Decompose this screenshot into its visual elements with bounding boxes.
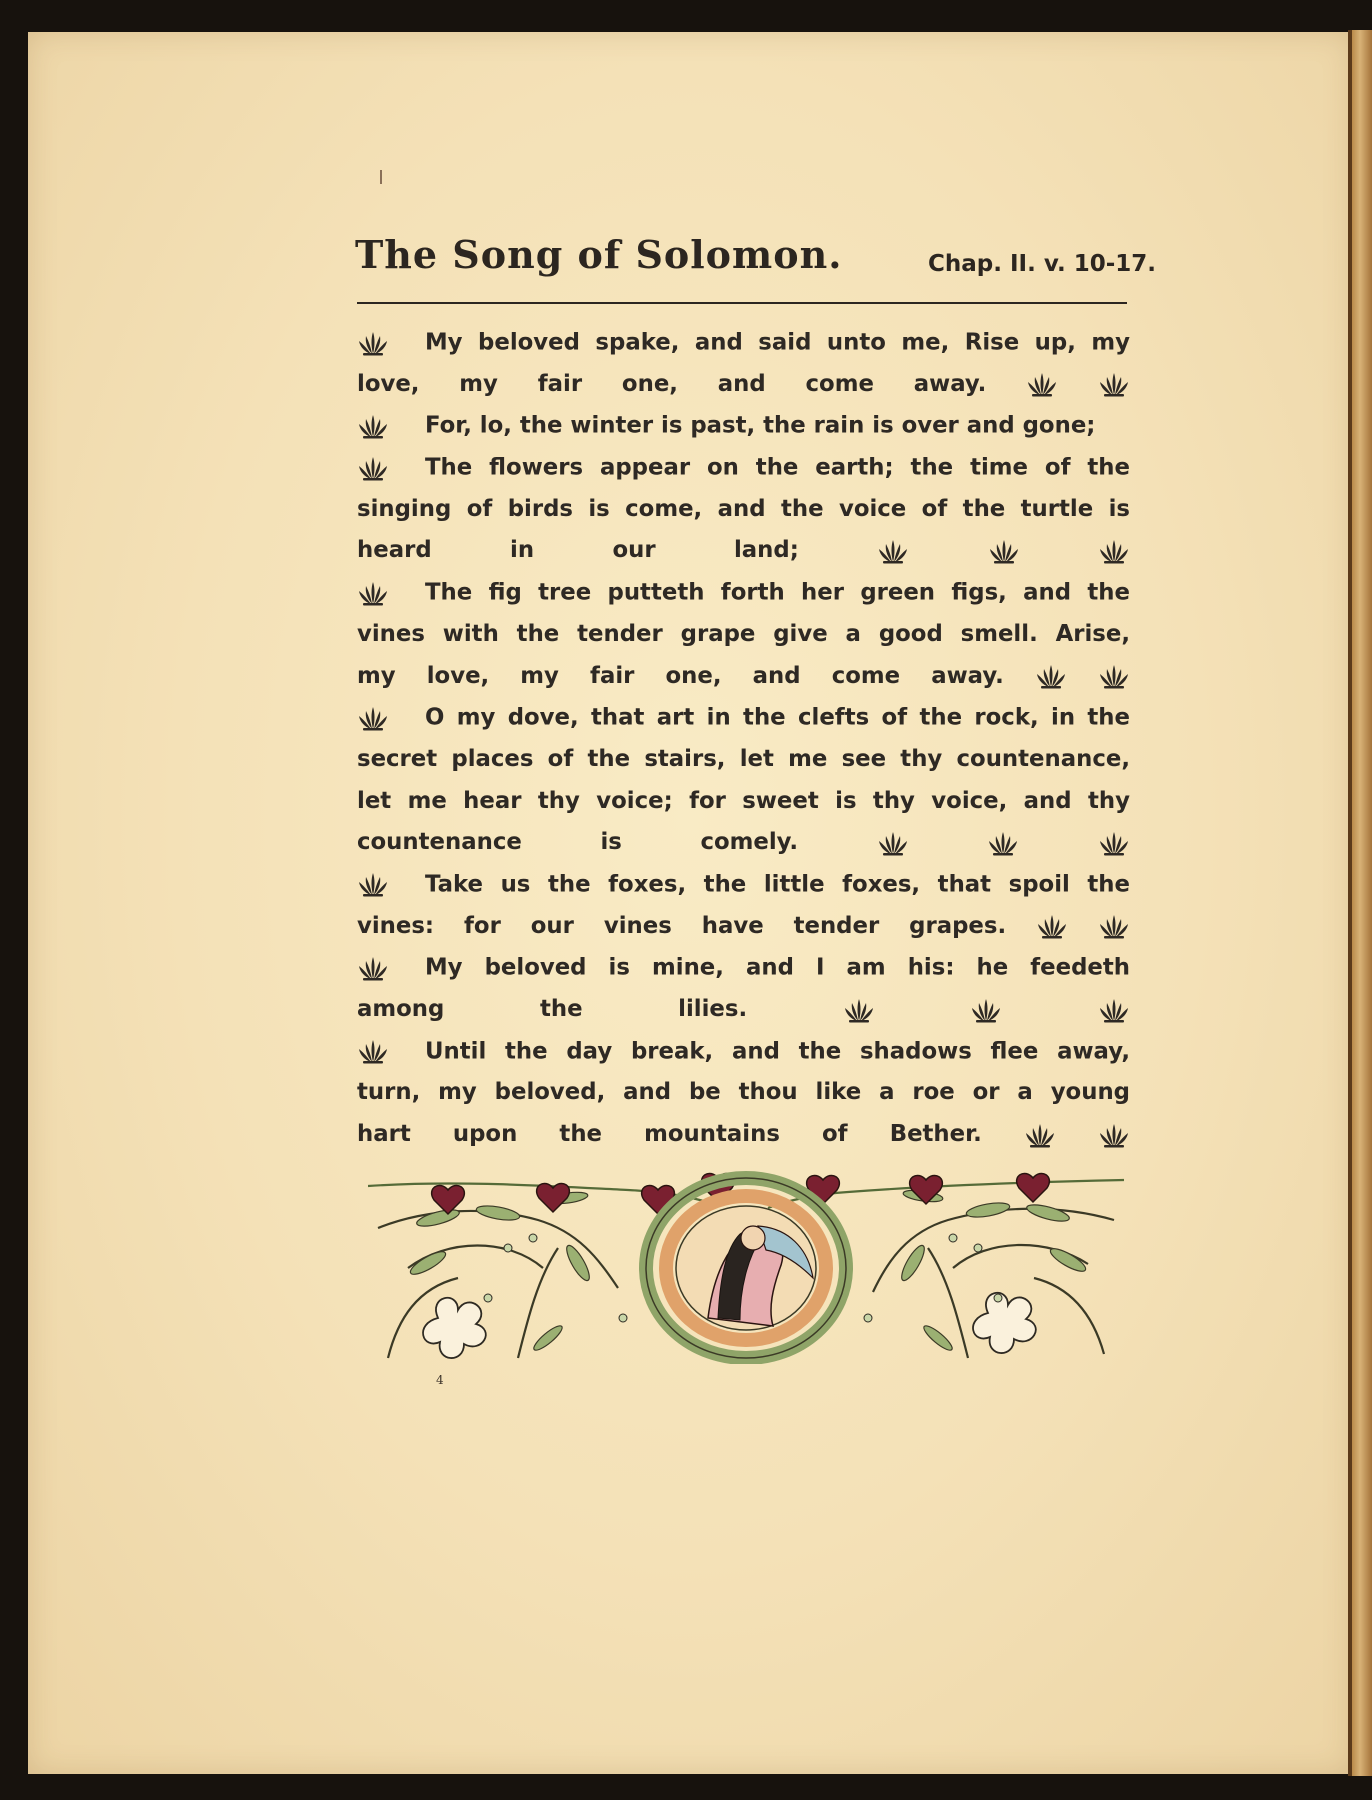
verse-text-run: my love, my fair one, and come away. <box>357 662 1004 689</box>
verse-text-run: hart upon the mountains of Bether. <box>357 1121 982 1148</box>
lily-ornament-icon <box>1098 663 1130 689</box>
verse-line <box>357 864 1130 906</box>
verse-line <box>357 614 1130 656</box>
verse-line <box>357 489 1130 531</box>
verse-text-run: singing of birds is come, and the voice of the turtle is <box>357 495 1130 522</box>
verse-marker <box>357 447 425 489</box>
lily-ornament-icon <box>357 455 389 481</box>
verse-text-run: My beloved spake, and said unto me, Rise up, my <box>425 329 1130 356</box>
lily-ornament-icon <box>988 538 1020 564</box>
verse-text-run: vines: for our vines have tender grapes. <box>357 912 1007 939</box>
verse-text-run: The flowers appear on the earth; the time of the <box>425 454 1130 481</box>
lily-ornament-icon <box>357 955 389 981</box>
verse-text-run: turn, my beloved, and be thou like a roe or a young <box>357 1079 1130 1106</box>
verse-line <box>357 947 1130 989</box>
lily-ornament-icon <box>357 580 389 606</box>
verse-line <box>357 656 1130 698</box>
verse-text-run: My beloved is mine, and I am his: he feedeth <box>425 954 1130 981</box>
lily-ornament-icon <box>1098 371 1130 397</box>
lily-ornament-icon <box>1098 538 1130 564</box>
verse-marker <box>357 322 425 364</box>
verse-text-run: For, lo, the winter is past, the rain is over and gone; <box>425 412 1096 439</box>
lily-ornament-icon <box>1026 371 1058 397</box>
ink-mark <box>380 170 382 184</box>
verse-marker <box>357 405 425 447</box>
verse-text-run: O my dove, that art in the clefts of the rock, in the <box>425 704 1130 731</box>
verse-line <box>357 989 1130 1031</box>
lily-ornament-icon <box>1098 830 1130 856</box>
verse-text-run: secret places of the stairs, let me see thy countenance, <box>357 745 1130 772</box>
lily-ornament-icon <box>357 330 389 356</box>
lily-ornament-icon <box>357 413 389 439</box>
verse-text <box>357 322 1130 1156</box>
verse-line <box>357 822 1130 864</box>
chapter-reference: Chap. II. v. 10-17. <box>928 251 1157 277</box>
verse-marker <box>357 1031 425 1073</box>
floral-wreath-vignette <box>368 1168 1124 1364</box>
verse-text-run: love, my fair one, and come away. <box>357 370 987 397</box>
lily-ornament-icon <box>1098 913 1130 939</box>
verse-line <box>357 781 1130 823</box>
verse-marker <box>357 864 425 906</box>
header-rule <box>357 302 1127 304</box>
verse-line <box>357 1072 1130 1114</box>
verse-text-run: among the lilies. <box>357 996 748 1022</box>
lily-ornament-icon <box>357 705 389 731</box>
lily-ornament-icon <box>970 997 1002 1023</box>
lily-ornament-icon <box>1035 663 1067 689</box>
verse-line <box>357 572 1130 614</box>
verse-marker <box>357 947 425 989</box>
page-title: The Song of Solomon. <box>355 232 843 277</box>
verse-marker <box>357 697 425 739</box>
verse-marker <box>357 572 425 614</box>
verse-line <box>357 405 1130 447</box>
verse-line <box>357 364 1130 406</box>
verse-line <box>357 530 1130 572</box>
lily-ornament-icon <box>1098 1122 1130 1148</box>
verse-line <box>357 447 1130 489</box>
verse-text-run: vines with the tender grape give a good smell. Arise, <box>357 620 1130 647</box>
verse-line <box>357 1114 1130 1156</box>
verse-line <box>357 739 1130 781</box>
verse-line <box>357 697 1130 739</box>
verse-line <box>357 906 1130 948</box>
lily-ornament-icon <box>877 830 909 856</box>
lily-ornament-icon <box>357 871 389 897</box>
verse-text-run: Take us the foxes, the little foxes, that spoil the <box>425 871 1130 898</box>
lily-ornament-icon <box>877 538 909 564</box>
verse-line <box>357 1031 1130 1073</box>
verse-text-run: Until the day break, and the shadows flee away, <box>425 1038 1130 1065</box>
page-edge <box>1352 30 1372 1776</box>
verse-line <box>357 322 1130 364</box>
verse-text-run: let me hear thy voice; for sweet is thy voice, and thy <box>357 787 1130 814</box>
lily-ornament-icon <box>1036 913 1068 939</box>
verse-text-run: heard in our land; <box>357 537 799 564</box>
page-number: 4 <box>436 1373 444 1387</box>
lily-ornament-icon <box>1098 997 1130 1023</box>
verse-text-run: countenance is comely. <box>357 829 799 856</box>
verse-text-run: The fig tree putteth forth her green figs, and the <box>425 579 1130 606</box>
lily-ornament-icon <box>357 1038 389 1064</box>
lily-ornament-icon <box>987 830 1019 856</box>
lily-ornament-icon <box>843 997 875 1023</box>
lily-ornament-icon <box>1024 1122 1056 1148</box>
